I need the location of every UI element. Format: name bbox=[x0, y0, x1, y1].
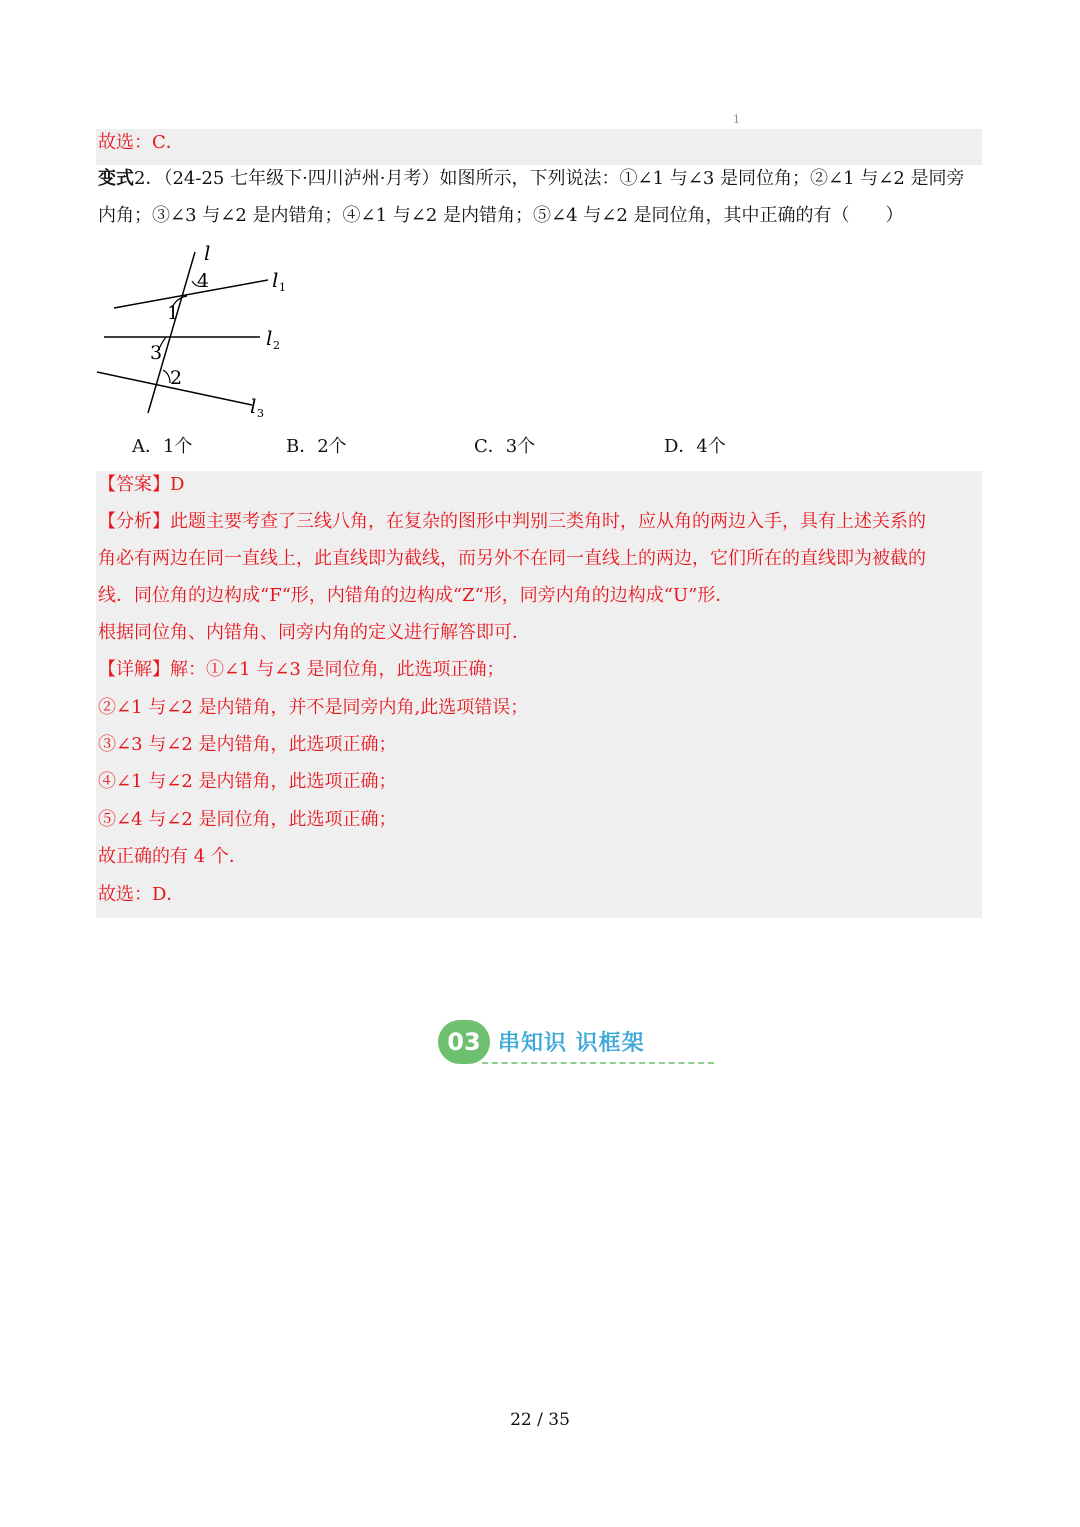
answer-tag: 【答案】 bbox=[98, 474, 170, 495]
label-l: l bbox=[204, 241, 211, 265]
detail-line-1 bbox=[98, 657, 505, 683]
analysis-text-1: 此题主要考查了三线八角，在复杂的图形中判别三类角时，应从角的两边入手，具有上述关系的 bbox=[170, 511, 926, 532]
question-label: 变式 bbox=[98, 168, 134, 189]
detail-line-4: ④∠1 与∠2 是内错角，此选项正确； bbox=[98, 771, 397, 792]
label-l1: l bbox=[272, 268, 279, 292]
angle-arc-2 bbox=[163, 370, 170, 383]
detail-line-7: 故选：D． bbox=[98, 884, 185, 905]
detail-line-5: ⑤∠4 与∠2 是同位角，此选项正确； bbox=[98, 809, 397, 830]
analysis-line-2: 角必有两边在同一直线上，此直线即为截线，而另外不在同一直线上的两边，它们所在的直线即为被截的 bbox=[98, 548, 926, 569]
header-mark: 1 bbox=[733, 113, 740, 126]
question-line-1 bbox=[98, 166, 965, 192]
page-number: 22 / 35 bbox=[510, 1410, 570, 1430]
analysis-line-4: 根据同位角、内错角、同旁内角的定义进行解答即可． bbox=[98, 622, 530, 643]
line-l1 bbox=[114, 280, 268, 308]
analysis-line-3: 线．同位角的边构成“F“形，内错角的边构成“Z“形，同旁内角的边构成“U”形． bbox=[98, 585, 734, 606]
geometry-figure bbox=[92, 238, 302, 428]
label-l3-sub: 3 bbox=[257, 407, 264, 420]
analysis-line-1 bbox=[98, 509, 926, 535]
option-b: B．2个 bbox=[286, 436, 347, 457]
answer-value: D bbox=[170, 474, 185, 495]
prev-answer: 故选：C． bbox=[98, 132, 184, 153]
section-title: 串知识 识框架 bbox=[498, 1031, 645, 1056]
answer-line bbox=[98, 472, 184, 498]
section-underline bbox=[482, 1062, 714, 1064]
detail-tag: 【详解】 bbox=[98, 659, 170, 680]
angle-label-1: 1 bbox=[167, 302, 180, 324]
label-l2: l bbox=[266, 326, 273, 350]
label-l1-sub: 1 bbox=[279, 281, 286, 294]
detail-line-2: ②∠1 与∠2 是内错角，并不是同旁内角,此选项错误； bbox=[98, 697, 529, 718]
detail-text-1: 解：①∠1 与∠3 是同位角，此选项正确； bbox=[170, 659, 505, 680]
angle-label-4: 4 bbox=[197, 270, 210, 292]
question-line-2: 内角；③∠3 与∠2 是内错角；④∠1 与∠2 是内错角；⑤∠4 与∠2 是同位角，其中正确的有（ ） bbox=[98, 205, 904, 226]
option-d: D．4个 bbox=[664, 436, 726, 457]
prev-answer-shade bbox=[96, 129, 982, 165]
detail-line-3: ③∠3 与∠2 是内错角，此选项正确； bbox=[98, 734, 397, 755]
question-text-1: 2．（24-25 七年级下·四川泸州·月考）如图所示，下列说法：①∠1 与∠3 是同位角；②∠1 与∠2 是同旁 bbox=[134, 168, 965, 189]
section-header bbox=[438, 1018, 678, 1070]
label-l2-sub: 2 bbox=[273, 339, 280, 352]
option-c: C．3个 bbox=[474, 436, 536, 457]
angle-label-2: 2 bbox=[170, 367, 183, 389]
section-number-badge: 03 bbox=[438, 1020, 490, 1064]
label-l3: l bbox=[250, 394, 257, 418]
detail-line-6: 故正确的有 4 个． bbox=[98, 846, 247, 867]
option-a: A．1个 bbox=[132, 436, 193, 457]
angle-label-3: 3 bbox=[150, 342, 163, 364]
analysis-tag: 【分析】 bbox=[98, 511, 170, 532]
